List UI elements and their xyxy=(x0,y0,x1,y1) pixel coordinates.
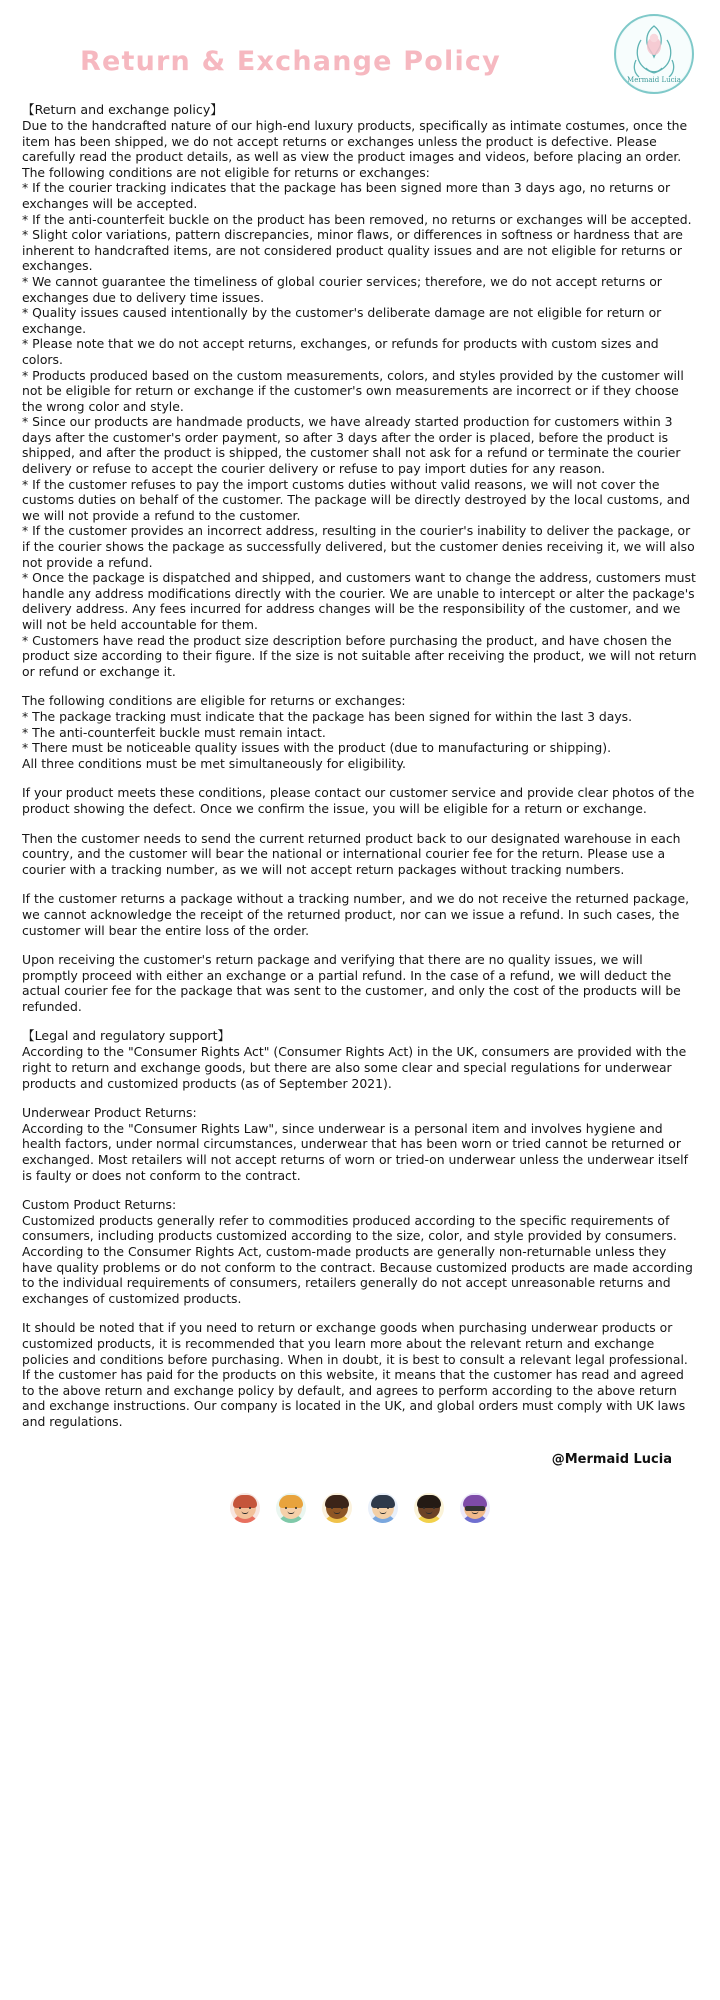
not-eligible-item: * We cannot guarantee the timeliness of global courier services; therefore, we do not accept returns or exchanges due to delivery time issues. xyxy=(22,273,666,305)
eligible-heading: The following conditions are eligible for returns or exchanges: xyxy=(22,693,406,709)
avatar xyxy=(414,1493,444,1523)
avatar xyxy=(230,1493,260,1523)
eligible-item: * There must be noticeable quality issues with the product (due to manufacturing or shipping). xyxy=(22,740,612,756)
page-header xyxy=(0,0,720,96)
custom-returns-body: Customized products generally refer to commodities produced according to the specific requirements of consumers, including products customized according to the size, color, and style provided by consumers. According to the Consumer Rights Act, custom-made products are generally non-returnable unless they have quality problems or do not conform to the contract. Because customized products are made according to the individual requirements of consumers, retailers generally do not accept unreasonable returns and exchanges of customized products. xyxy=(22,1212,697,1306)
return-policy-heading: 【Return and exchange policy】 xyxy=(22,102,223,117)
svg-text:Mermaid Lucia: Mermaid Lucia xyxy=(627,76,681,84)
mermaid-lucia-logo-icon xyxy=(614,14,694,94)
underwear-returns-body: According to the "Consumer Rights Law", since underwear is a personal item and involves hygiene and health factors, under normal circumstances, underwear that has been worn or tried cannot be returned or exchanged. Most retailers will not accept returns of worn or tried-on underwear unless the underwear itself is faulty or does not conform to the contract. xyxy=(22,1120,692,1183)
eligible-item: * The package tracking must indicate that the package has been signed for within the last 3 days. xyxy=(22,708,633,724)
signature: @Mermaid Lucia xyxy=(551,1451,672,1467)
eligible-item: All three conditions must be met simultaneously for eligibility. xyxy=(22,755,406,771)
not-eligible-item: * If the customer refuses to pay the import customs duties without valid reasons, we will not cover the customs duties on behalf of the customer. The package will be directly destroyed by the local customs, and we will not provide a refund to the customer. xyxy=(22,476,694,523)
legal-support-heading: 【Legal and regulatory support】 xyxy=(22,1028,231,1044)
not-eligible-item: * Since our products are handmade products, we have already started production for customers within 3 days after the customer's order payment, so after 3 days after the order is placed, before the product is shipped, and after the product is shipped, the customer shall not ask for a refund or terminate the courier delivery or refuse to accept the courier delivery or refuse to pay import duties for any reason. xyxy=(22,414,685,477)
eligible-item: * The anti-counterfeit buckle must remain intact. xyxy=(22,724,326,740)
not-eligible-item: * Slight color variations, pattern discrepancies, minor flaws, or differences in softness or hardness that are inherent to handcrafted items, are not considered product quality issues and are not eligible for returns or exchanges. xyxy=(22,227,687,274)
refund-paragraph: Upon receiving the customer's return package and verifying that there are no quality issues, we will promptly proceed with either an exchange or a partial refund. In the case of a refund, we will deduct the actual courier fee for the package that was sent to the customer, and only the cost of the products will be refunded. xyxy=(22,952,685,1014)
not-eligible-item: * Customers have read the product size description before purchasing the product, and have chosen the product size according to their figure. If the size is not suitable after receiving the product, we will not return or refund or exchange it. xyxy=(22,632,701,679)
avatar-strip xyxy=(0,1467,720,1545)
not-eligible-item: * Once the package is dispatched and shipped, and customers want to change the address, customers must handle any address modifications directly with the courier. We are unable to intercept or alter the package's delivery address. Any fees incurred for address changes will be the responsibility of the customer, and we will not be held accountable for them. xyxy=(22,570,700,632)
return-policy-intro: Due to the handcrafted nature of our high-end luxury products, specifically as intimate costumes, once the item has been shipped, we do not accept returns or exchanges unless the product is defective. Please carefully read the product details, as well as view the product images and videos, before placing an order. xyxy=(22,118,692,165)
custom-returns-heading: Custom Product Returns: xyxy=(22,1197,177,1213)
underwear-returns-heading: Underwear Product Returns: xyxy=(22,1105,197,1121)
send-back-paragraph: Then the customer needs to send the current returned product back to our designated warehouse in each country, and the customer will bear the national or international courier fee for the return. Please use a courier with a tracking number, as we will not accept return packages without tracking numbers. xyxy=(22,830,685,877)
avatar xyxy=(368,1493,398,1523)
not-eligible-heading: The following conditions are not eligible for returns or exchanges: xyxy=(22,164,430,180)
not-eligible-item: * Please note that we do not accept returns, exchanges, or refunds for products with custom sizes and colors. xyxy=(22,336,663,367)
page-title: Return & Exchange Policy xyxy=(80,46,501,77)
not-eligible-item: * Products produced based on the custom measurements, colors, and styles provided by the customer will not be eligible for return or exchange if the customer's own measurements are incorrect or if they choose the wrong color and style. xyxy=(22,367,688,414)
closing-paragraph: It should be noted that if you need to return or exchange goods when purchasing underwear products or customized products, it is recommended that you learn more about the relevant return and exchange policies and conditions before purchasing. When in doubt, it is best to consult a relevant legal professional. If the customer has paid for the products on this website, it means that the customer has read and agreed to the above return and exchange policy by default, and agrees to perform according to the above return and exchange instructions. Our company is located in the UK, and global orders must comply with UK laws and regulations. xyxy=(22,1320,692,1429)
avatar xyxy=(460,1493,490,1523)
no-tracking-paragraph: If the customer returns a package without a tracking number, and we do not receive the returned package, we cannot acknowledge the receipt of the returned product, nor can we issue a refund. In such cases, the customer will bear the entire loss of the order. xyxy=(22,891,694,938)
not-eligible-item: * If the customer provides an incorrect address, resulting in the courier's inability to deliver the package, or if the courier shows the package as successfully delivered, but the customer denies receiving it, we will also not provide a refund. xyxy=(22,523,699,570)
not-eligible-item: * If the anti-counterfeit buckle on the product has been removed, no returns or exchanges will be accepted. xyxy=(22,211,692,227)
not-eligible-item: * If the courier tracking indicates that the package has been signed more than 3 days ago, no returns or exchanges will be accepted. xyxy=(22,180,675,211)
legal-support-intro: According to the "Consumer Rights Act" (Consumer Rights Act) in the UK, consumers are provided with the right to return and exchange goods, but there are also some clear and special regulations for underwear products and customized products (as of September 2021). xyxy=(22,1044,691,1091)
policy-content xyxy=(0,96,720,1467)
not-eligible-item: * Quality issues caused intentionally by the customer's deliberate damage are not eligible for return or exchange. xyxy=(22,305,666,336)
avatar xyxy=(276,1493,306,1523)
avatar xyxy=(322,1493,352,1523)
contact-paragraph: If your product meets these conditions, please contact our customer service and provide clear photos of the product showing the defect. Once we confirm the issue, you will be eligible for a return or exchange. xyxy=(22,785,699,816)
